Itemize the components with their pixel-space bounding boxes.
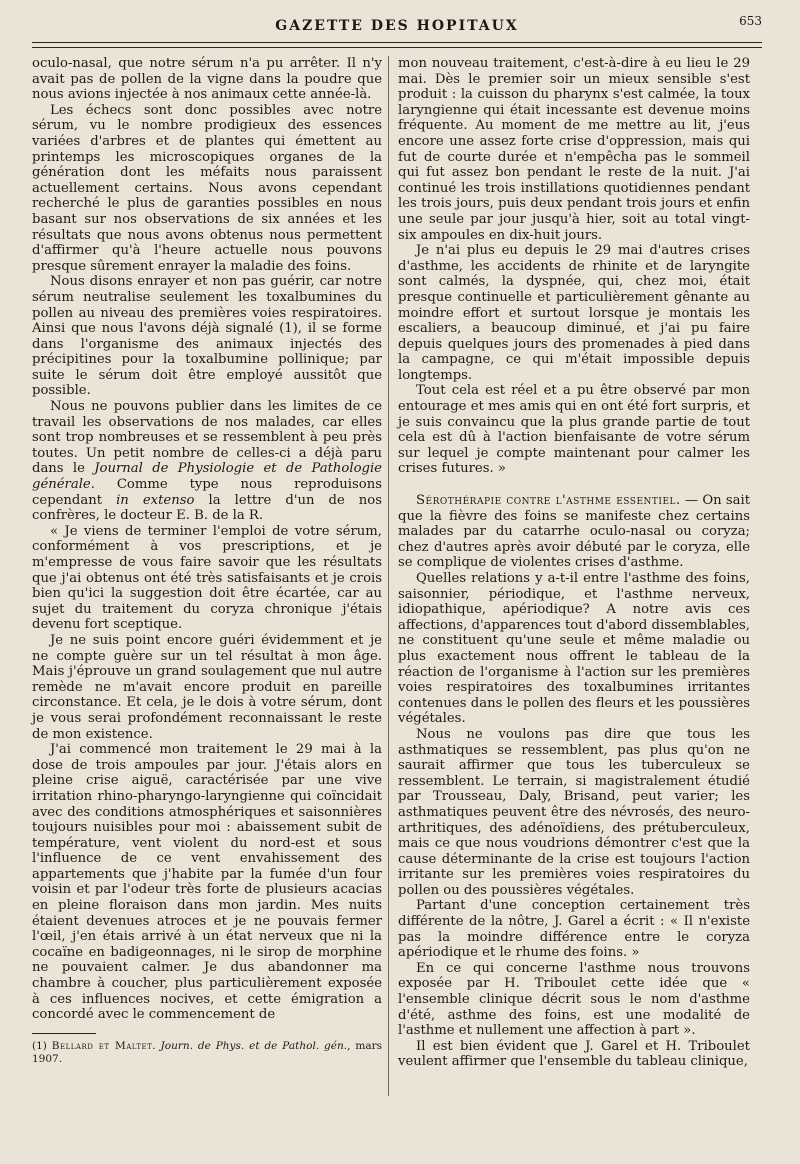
footnote-authors: Bellard et Maltet <box>51 1039 153 1052</box>
paragraph: Nous disons enrayer et non pas guérir, car notre sérum neutralise seulement les toxalbumines du pollen au niveau des premières voies respiratoires. Ainsi que nous l'avons déjà signalé (1), il se forme dans l'organisme des animaux injectés des précipitines pour la toxalbumine pollinique; par suite le sérum doit être employé aussitôt que possible. <box>32 274 382 399</box>
footnote <box>32 1040 382 1066</box>
footnote-marker: (1) <box>32 1039 52 1052</box>
section-heading: Sérothérapie contre l'asthme essentiel. <box>416 493 681 509</box>
text-run: — On sait que la fièvre des foins se manifeste chez certains malades par du catarrhe oculo-nasal ou coryza; chez d'autres après avoir débuté par le coryza, elle se complique de violentes crises d'asthme. <box>398 493 750 571</box>
paragraph: Je n'ai plus eu depuis le 29 mai d'autres crises d'asthme, les accidents de rhinite et de laryngite sont calmés, la dyspnée, qui, chez moi, était presque continuelle et particulièrement gênante au moindre effort et surtout lorsque je montais les escaliers, a beaucoup diminué, et j'ai pu faire depuis quelques jours des promenades à pied dans la campagne, ce qui m'était impossible depuis longtemps. <box>398 243 750 383</box>
paragraph <box>32 399 382 524</box>
page-header <box>32 14 762 44</box>
paragraph: Nous ne voulons pas dire que tous les asthmatiques se ressemblent, pas plus qu'on ne saurait affirmer que tous les tuberculeux se ressemblent. Le terrain, si magistralement étudié par Trousseau, Daly, Brisand, peut varier; les asthmatiques peuvent être des névrosés, des neuro-arthritiques, des adénoïdiens, des prétuberculeux, mais ce que nous voudrions démontrer c'est que la cause déterminante de la crise est toujours l'action irritante sur les premières voies respiratoires du pollen ou des poussières végétales. <box>398 726 750 898</box>
paragraph: Je ne suis point encore guéri évidemment et je ne compte guère sur un tel résultat à mon âge. Mais j'éprouve un grand soulagement que nul autre remède ne m'avait encore produit en pareille circonstance. Et cela, je le dois à votre sérum, dont je vous serai profondément reconnaissant le reste de mon existence. <box>32 632 382 742</box>
paragraph: Il est bien évident que J. Garel et H. Triboulet veulent affirmer que l'ensemble du tableau clinique, <box>398 1038 750 1070</box>
paragraph: « Je viens de terminer l'emploi de votre sérum, conformément à vos prescriptions, et je m'empresse de vous faire savoir que les résultats que j'ai obtenus ont été très satisfaisants et je crois bien qu'ici la suggestion doit être écartée, car au sujet du traitement du coryza chronique j'étais devenu fort sceptique. <box>32 523 382 633</box>
paragraph: Quelles relations y a-t-il entre l'asthme des foins, saisonnier, périodique, et l'asthme nerveux, idiopathique, apériodique? A notre avis ces affections, d'apparences tout d'abord dissemblables, ne constituent qu'une seule et même maladie ou plus exactement nous offrent le tableau de la réaction de l'organisme à l'action sur les premières voies respiratoires des toxalbumines irritantes contenues dans le pollen des fleurs et les poussières végétales. <box>398 571 750 727</box>
paragraph <box>398 493 750 571</box>
text-run: Nous ne pouvons publier dans les limites de ce travail les observations de nos malades, car elles sont trop nombreuses et se ressemblent à peu près toutes. Un petit nombre de celles-ci a déjà paru dans le <box>32 399 382 477</box>
paragraph: Tout cela est réel et a pu être observé par mon entourage et mes amis qui en ont été fort surpris, et je suis convaincu que la plus grande partie de tout cela est dû à l'action bienfaisante de votre sérum sur lequel je compte maintenant pour calmer les crises futures. » <box>398 383 750 477</box>
text-run: . <box>152 1039 161 1052</box>
footnote-journal: Journ. de Phys. et de Pathol. gén. <box>160 1039 348 1052</box>
journal-title: Journal de Physiologie et de Pathologie générale <box>32 461 382 493</box>
latin-phrase: in extenso <box>116 492 195 508</box>
text-run: . Comme type nous reproduisons cependant <box>32 477 382 508</box>
column-divider <box>388 56 389 1096</box>
paragraph: oculo-nasal, que notre sérum n'a pu arrêter. Il n'y avait pas de pollen de la vigne dans la poudre que nous avions injectée à nos animaux cette année-là. <box>32 56 382 103</box>
footnote-divider <box>32 1033 96 1034</box>
paragraph: mon nouveau traitement, c'est-à-dire à eu lieu le 29 mai. Dès le premier soir un mieux sensible s'est produit : la cuisson du pharynx s'est calmée, la toux laryngienne qui était incessante est devenue moins fréquente. Au moment de me mettre au lit, j'eus encore une assez forte crise d'oppression, mais qui fut de courte durée et n'empêcha pas le sommeil qui fut assez bon pendant le reste de la nuit. J'ai continué les trois instillations quotidiennes pendant les trois jours, puis deux pendant trois jours et enfin une seule par jour jusqu'à hier, soit au total vingt-six ampoules en dix-huit jours. <box>398 56 750 243</box>
page-title: GAZETTE DES HOPITAUX <box>275 18 519 34</box>
text-run: , mars 1907. <box>32 1039 382 1065</box>
paragraph: J'ai commencé mon traitement le 29 mai à la dose de trois ampoules par jour. J'étais alors en pleine crise aiguë, caractérisée par une vive irritation rhino-pharyngo-laryngienne qui coïncidait avec des conditions atmosphériques et saisonnières toujours nuisibles pour moi : abaissement subit de température, vent violent du nord-est et sous l'influence de ce vent envahissement des appartements que j'habite par la fumée d'un four voisin et par l'odeur très forte de plusieurs acacias en pleine floraison dans mon jardin. Mes nuits étaient devenues atroces et je ne pouvais fermer l'œil, j'en étais arrivé à un état nerveux que ni la cocaïne en badigeonnages, ni le sirop de morphine ne pouvaient calmer. Je dus abandonner ma chambre à coucher, plus particulièrement exposée à ces influences nocives, et cette émigration a concordé avec le commencement de <box>32 742 382 1023</box>
text-run: la lettre d'un de nos confrères, le docteur E. B. de la R. <box>32 492 383 524</box>
paragraph: Les échecs sont donc possibles avec notre sérum, vu le nombre prodigieux des essences variées d'arbres et de plantes qui émettent au printemps les microscopiques organes de la génération dont les méfaits nous paraissent actuellement certains. Nous avons cependant recherché le plus de garanties possibles en nous basant sur nos observations de six années et les résultats que nous avons obtenus nous permettent d'affirmer qu'à l'heure actuelle nous pouvons presque sûrement enrayer la maladie des foins. <box>32 102 382 274</box>
page-number: 653 <box>739 14 762 28</box>
paragraph: Partant d'une conception certainement très différente de la nôtre, J. Garel a écrit : « Il n'existe pas la moindre différence entre le coryza apériodique et le rhume des foins. » <box>398 898 750 961</box>
left-column <box>32 56 382 1066</box>
header-rule <box>32 42 762 48</box>
paragraph: En ce qui concerne l'asthme nous trouvons exposée par H. Triboulet cette idée que « l'ensemble clinique décrit sous le nom d'asthme d'été, asthme des foins, est une modalité de l'asthme et nullement une affection à part ». <box>398 960 750 1039</box>
right-column <box>398 56 750 1070</box>
